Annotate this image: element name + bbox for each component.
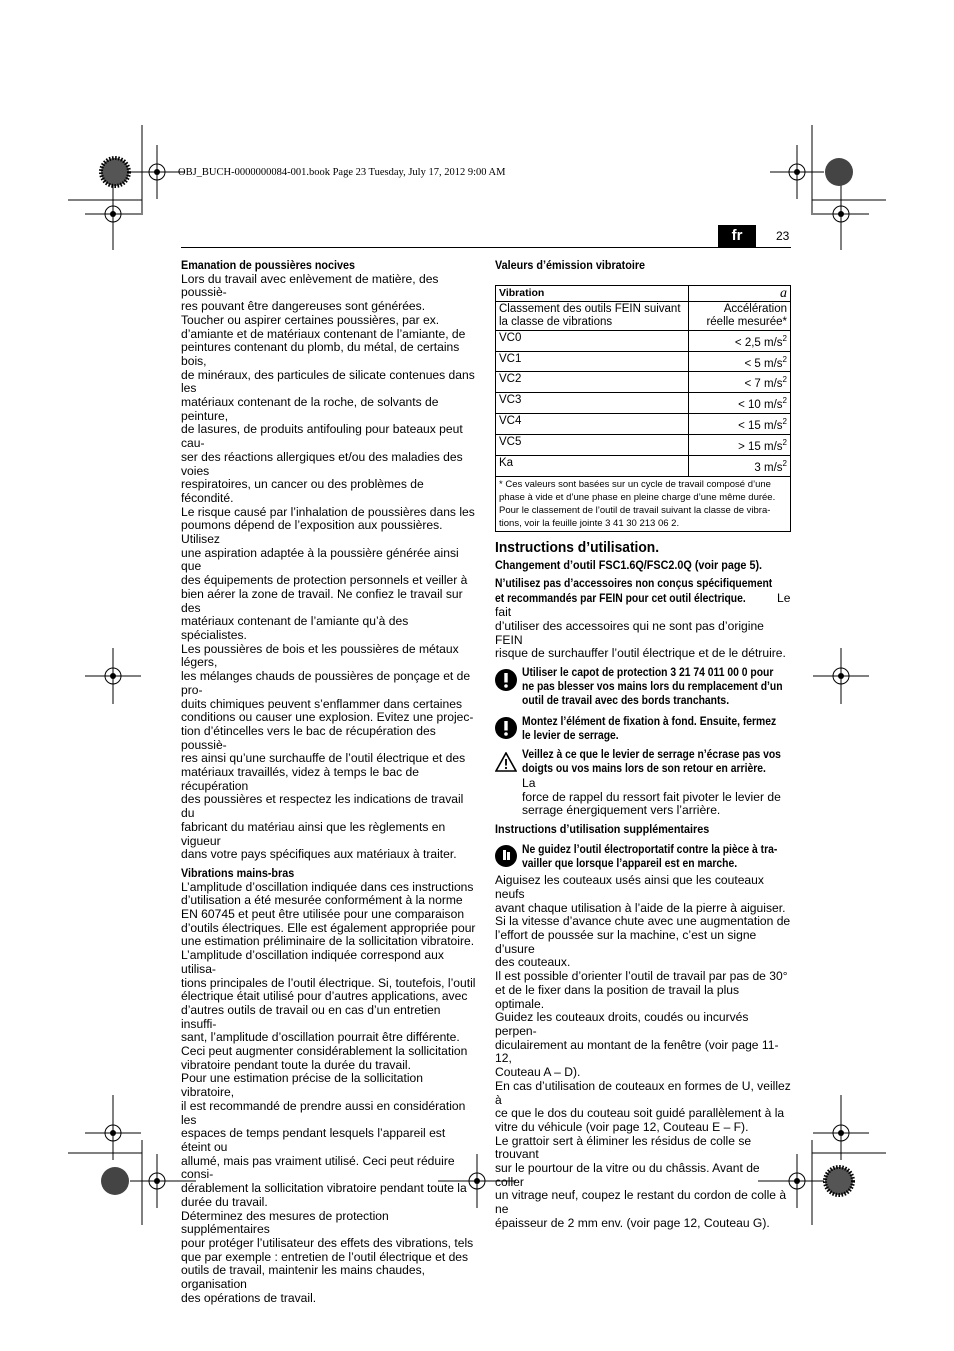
text-line: un vitrage neuf, coupez le restant du cordon de colle à ne — [495, 1188, 787, 1217]
language-badge: fr — [718, 225, 756, 247]
heading-instructions: Instructions d’utilisation. — [495, 538, 660, 556]
table-row — [496, 455, 791, 476]
table-row — [496, 351, 791, 372]
text-line: une aspiration adaptée à la poussière générée ainsi que — [181, 545, 459, 574]
footnote-line: tions, voir la feuille jointe 3 41 30 213 06 2. — [499, 517, 680, 529]
text-line: poumons dépend de l’exposition aux poussières. Utilisez — [181, 518, 443, 547]
vibration-class: VC4 — [496, 414, 689, 435]
heading-dust: Emanation de poussières nocives — [181, 258, 356, 272]
text-line: Déterminez des mesures de protection supplémentaires — [181, 1208, 389, 1237]
table-row — [496, 414, 791, 435]
text-line: Ceci peut augmenter considérablement la sollicitation — [181, 1044, 468, 1059]
acceleration-value: < 15 $m/s^2$ — [689, 414, 791, 435]
table-row — [496, 393, 791, 414]
text-line: respiratoires, un cancer ou des problèmes de fécondité. — [181, 477, 424, 505]
text-line: Le risque causé par l’inhalation de poussières dans les — [181, 504, 475, 519]
table-footnote — [496, 476, 791, 531]
vibration-class: VC3 — [496, 393, 689, 414]
text-line: d’autres outils de travail ou en cas d’un entretien insuffi- — [181, 1002, 441, 1031]
text-line: EN 60745 et peut être utilisée pour une comparaison — [181, 907, 465, 922]
text-line: des poussières et respectez les indications de travail du — [181, 792, 464, 821]
text-line: peintures contenant du plomb, du métal, de certains bois, — [181, 340, 460, 368]
text-line: Couteau A – D). — [495, 1065, 581, 1080]
right-column — [495, 259, 791, 1231]
text-line: L’amplitude d’oscillation indiquée correspond aux utilisa- — [181, 948, 444, 976]
final-paragraph — [495, 874, 791, 1230]
text-line: L’amplitude d’oscillation indiquée dans ces instructions — [181, 879, 474, 894]
text-line: sant, l’amplitude d’oscillation pourrait être différente. — [181, 1030, 460, 1045]
vibration-paragraph — [181, 881, 477, 1306]
warning-triangle-icon — [495, 752, 517, 772]
acceleration-value: 3 $m/s^2$ — [689, 455, 791, 476]
acceleration-value: < 2,5 $m/s^2$ — [689, 330, 791, 351]
text-line: les mélanges chauds de poussières de ponçage et de pro- — [181, 669, 471, 697]
text-line: matériaux travaillés, videz à temps le bac de récupération — [181, 765, 419, 793]
text-line: matériaux contenant de l’amiante qu’à des spécialistes. — [181, 614, 409, 642]
table-row — [496, 372, 791, 393]
text-line: Guidez les couteaux droits, coudés ou incurvés perpen- — [495, 1010, 749, 1038]
vibration-class: Ka — [496, 455, 689, 476]
table-row — [496, 330, 791, 351]
page-number: 23 — [776, 229, 790, 243]
text-line: Lors du travail avec enlèvement de matière, des poussiè- — [181, 271, 439, 300]
text-line: duits chimiques peuvent s’enflammer dans certaines — [181, 696, 462, 711]
text-line: ce que le dos du couteau soit guidé parallèlement à la — [495, 1106, 785, 1121]
text-line: fabricant du matériau ainsi que les règlements en vigueur — [181, 819, 446, 848]
text-line: électrique était utilisé pour d’autres applications, avec — [181, 989, 468, 1004]
text-line: Les poussières de bois et les poussières de métaux légers, — [181, 641, 459, 670]
text-line: diculairement au montant de la fenêtre (voir page 11-12, — [495, 1037, 779, 1066]
text-line: avant chaque utilisation à l’aide de la pierre à aiguiser. — [495, 900, 786, 915]
hand-tool-icon — [495, 845, 517, 867]
exclamation-circle-icon — [495, 717, 517, 739]
text-line: res pouvant être dangereuses sont générées. — [181, 299, 426, 314]
text-line: et de le fixer dans la position de travail la plus optimale. — [495, 982, 740, 1011]
acceleration-value: > 15 $m/s^2$ — [689, 434, 791, 455]
warning-fixing: Montez l’élément de fixation à fond. Ensuite, fermez le levier de serrage. — [495, 716, 791, 743]
text-line: Toucher ou aspirer certaines poussières, par ex. — [181, 312, 440, 327]
text-line: des équipements de protection personnels et veiller à — [181, 573, 468, 588]
text-line: conditions ou causer une explosion. Evitez une projec- — [181, 710, 474, 725]
text-line: Pour une estimation précise de la sollicitation vibratoire, — [181, 1071, 424, 1100]
text-line: vitre du véhicule (voir page 12, Couteau E – F). — [495, 1119, 749, 1134]
text-line: bien aérer la zone de travail. Ne confiez le travail sur des — [181, 586, 463, 615]
text-line: En cas d’utilisation de couteaux en formes de U, veillez à — [495, 1078, 791, 1107]
vibration-table — [495, 285, 791, 532]
acceleration-value: < 10 $m/s^2$ — [689, 393, 791, 414]
warning-workpiece: Ne guidez l’outil électroportatif contre la pièce à tra- vailler que lorsque l’appareil est en marche. — [495, 844, 791, 871]
text-line: dérablement la sollicitation vibratoire pendant toute la — [181, 1181, 467, 1196]
text-line: il est recommandé de prendre aussi en considération les — [181, 1098, 466, 1127]
text-line: de minéraux, des particules de silicate contenues dans les — [181, 367, 475, 396]
heading-supplementary: Instructions d’utilisation supplémentaires — [495, 822, 710, 837]
text-line: vibratoire pendant toute la durée du travail. — [181, 1057, 411, 1072]
dust-paragraph — [181, 273, 477, 862]
vibration-class: VC1 — [496, 351, 689, 372]
text-line: outils de travail, maintenir les mains chaudes, organisation — [181, 1263, 426, 1292]
text-line: durée du travail. — [181, 1194, 268, 1209]
heading-vibration-values: Valeurs d’émission vibratoire — [495, 258, 646, 272]
footnote-line: * Ces valeurs sont basées sur un cycle de travail composé d’une — [499, 478, 771, 490]
text-line: allumé, mais pas vraiment utilisé. Ceci peut réduire consi- — [181, 1153, 455, 1182]
text-line: matériaux contenant de la roche, de solvants de peinture, — [181, 395, 439, 423]
table-sub-right: Accélération réelle mesurée* — [689, 301, 791, 330]
text-line: d’utilisation a été mesurée conformément à la norme — [181, 893, 463, 908]
text-line: pour protéger l’utilisateur des effets des vibrations, tels — [181, 1235, 474, 1250]
book-info-line: OBJ_BUCH-0000000084-001.book Page 23 Tuesday, July 17, 2012 9:00 AM — [178, 167, 506, 178]
text-line: des couteaux. — [495, 955, 571, 970]
text-line: d’amiante et de matériaux contenant de l’amiante, de — [181, 326, 466, 341]
footnote-line: Pour le classement de l’outil de travail suivant la classe de vibra- — [499, 504, 771, 516]
warning-lever: Veillez à ce que le levier de serrage n’écrase pas vos doigts ou vos mains lors de son retour en arrière. La force de rappel du ressort fait pivoter le levier de serrage énergiquement vers l’arrière. — [495, 749, 791, 819]
text-line: épaisseur de 2 mm env. (voir page 12, Couteau G). — [495, 1215, 770, 1230]
accessories-paragraph: N’utilisez pas d’accessoires non conçus spécifiquement et recommandés par FEIN pour cet outil électrique. Le fait d’utiliser des accessoires qui ne sont pas d’origine FEIN risque de surchauffer l’outil électrique et de le détruire. — [495, 577, 791, 661]
text-line: sur le pourtour de la vitre ou du châssis. Avant de coller — [495, 1161, 760, 1189]
text-line: Il est possible d’orienter l’outil de travail par pas de 30° — [495, 969, 788, 984]
table-sub-left: Classement des outils FEIN suivant la classe de vibrations — [496, 301, 689, 330]
table-row — [496, 434, 791, 455]
header-rule — [181, 247, 791, 248]
text-line: dans votre pays spécifiques aux matériaux à traiter. — [181, 847, 457, 862]
text-line: de lasures, de produits antifouling pour bateaux peut cau- — [181, 422, 463, 451]
heading-vibrations: Vibrations mains-bras — [181, 865, 295, 880]
text-line: tions principales de l’outil électrique. Si, toutefois, l’outil — [181, 975, 476, 990]
table-head-left: Vibration — [496, 285, 689, 301]
acceleration-value: < 5 $m/s^2$ — [689, 351, 791, 372]
text-line: l’effort de poussée sur la machine, c’est un signe d’usure — [495, 928, 757, 956]
table-head-right: a — [689, 285, 791, 301]
text-line: des opérations de travail. — [181, 1290, 317, 1305]
vibration-class: VC0 — [496, 330, 689, 351]
heading-tool-change: Changement d’outil FSC1.6Q/FSC2.0Q (voir page 5). — [495, 558, 763, 573]
text-line: Aiguisez les couteaux usés ainsi que les couteaux neufs — [495, 873, 764, 901]
footnote-line: phase à vide et d’une phase en pleine charge d’une même durée. — [499, 491, 776, 503]
vibration-class: VC5 — [496, 434, 689, 455]
acceleration-value: < 7 $m/s^2$ — [689, 372, 791, 393]
text-line: espaces de temps pendant lesquels l’appareil est éteint ou — [181, 1126, 446, 1154]
exclamation-circle-icon — [495, 669, 517, 691]
text-line: Si la vitesse d’avance chute avec une augmentation de — [495, 914, 791, 929]
text-line: ser des réactions allergiques et/ou des maladies des voies — [181, 449, 463, 478]
text-line: res ainsi qu’une surchauffe de l’outil électrique et des — [181, 751, 466, 766]
text-line: que par exemple : entretien de l’outil électrique et des — [181, 1249, 469, 1264]
left-column — [181, 259, 477, 1305]
text-line: une estimation préliminaire de la sollicitation vibratoire. — [181, 934, 475, 949]
warning-guard: Utiliser le capot de protection 3 21 74 011 00 0 pour ne pas blesser vos mains lors du remplacement d’un outil de travail avec des bords tranchants. — [495, 667, 791, 708]
text-line: tion d’étincelles vers le bac de récupération des poussiè- — [181, 723, 436, 752]
vibration-class: VC2 — [496, 372, 689, 393]
text-line: Le grattoir sert à éliminer les résidus de colle se trouvant — [495, 1133, 752, 1162]
text-line: d’outils électriques. Elle est également appropriée pour — [181, 920, 476, 935]
